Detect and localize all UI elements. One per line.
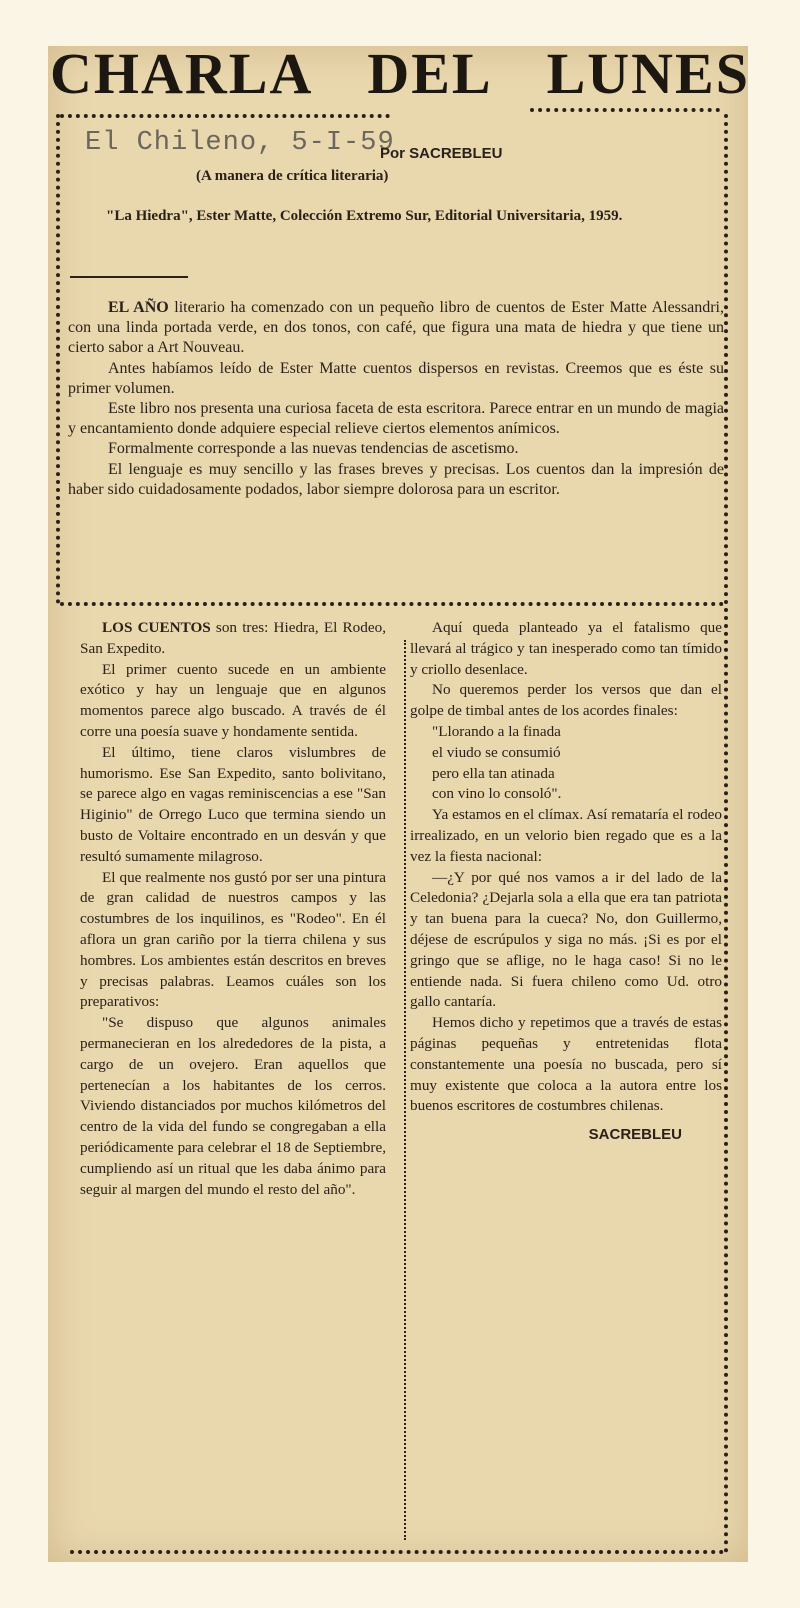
paragraph: LOS CUENTOS son tres: Hiedra, El Rodeo, San Expedito. [80,619,386,657]
byline: Por SACREBLEU [380,145,503,162]
title-word: DEL [367,41,493,106]
paragraph: El que realmente nos gustó por ser una pintura de gran calidad de nuestros campos y las costumbres de los inquilinos, es "Rodeo". En él aflora un gran cariño por la tierra chilena y sus hombres. Los ambientes están descritos en breves y precisas palabras. Leamos cuáles son los preparativos: [80,868,386,1011]
divider [70,276,188,278]
verse [410,722,722,805]
title-word: CHARLA [50,41,314,106]
border-bottom [70,1550,724,1554]
paragraph: Hemos dicho y repetimos que a través de estas páginas pequeñas y entretenidas flota constantemente una poesía no buscada, pero sí muy existente que coloca a la autora entre los buenos escritores de costumbres chilenas. [410,1014,722,1115]
verse-line: "Llorando a la finada [432,722,561,740]
border-right [724,114,728,1554]
border-top-right [530,108,720,112]
paragraph: Antes habíamos leído de Ester Matte cuentos dispersos en revistas. Creemos que es éste su primer volumen. [68,359,724,397]
page-title [50,40,750,107]
quote-paragraph: "Se dispuso que algunos animales permanecieran en los alrededores de la pista, a cargo de un ovejero. Eran aquellos que pertenecían a los habitantes de los cerros. Viviendo distanciados por muchos kilómetros del centro de la vida del fundo se congregaban a ella periódicamente para celebrar el 18 de Septiembre, cumpliendo así un ritual que les daba ánimo para seguir al margen del mundo el resto del año". [80,1014,386,1198]
paragraph: Ya estamos en el clímax. Así remataría el rodeo irrealizado, en un velorio bien regado que es a la vez la fiesta nacional: [410,806,722,865]
column-left [80,618,386,1200]
title-word: LUNES [546,41,750,106]
paragraph: Formalmente corresponde a las nuevas tendencias de ascetismo. [108,440,519,458]
verse-line: con vino lo consoló". [432,785,562,803]
verse-line: pero ella tan atinada [432,764,555,782]
subtitle: (A manera de crítica literaria) [196,168,389,184]
paragraph: No queremos perder los versos que dan el golpe de timbal antes de los acordes finales: [410,681,722,720]
border-mid [60,602,724,606]
paragraph: El último, tiene claros vislumbres de humorismo. Ese San Expedito, santo bolivitano, se parece algo en vagas reminiscencias a ese "San Higinio" de Orrego Luco que termina siendo un busto de Voltaire encontrado en un desván y que resultó sumamente milagroso. [80,743,386,865]
column-right [410,618,722,1146]
paragraph: EL AÑO literario ha comenzado con un pequeño libro de cuentos de Ester Matte Alessandri, con una linda portada verde, en dos tonos, con café, que figura una mata de hiedra y que tiene un cierto sabor a Art Nouveau. [68,299,724,357]
paragraph: Aquí queda planteado ya el fatalismo que llevará al trágico y tan inesperado como tan tímido y criollo desenlace. [410,619,722,678]
paragraph: —¿Y por qué nos vamos a ir del lado de la Celedonia? ¿Dejarla sola a ella que era tan patriota y tan buena para la cueca? No, don Guillermo, déjese de escrúpulos y siga no más. ¡Si es por el gringo que se aflige, no le haga caso! Si no le entiende nada. Si fuera chileno como Ud. otro gallo cantaría. [410,868,722,1011]
date-stamp: El Chileno, 5-I-59 [85,128,395,158]
paragraph: El primer cuento sucede en un ambiente exótico y hay un lenguaje que en algunos momentos parece algo buscado. A través de él corre una poesía suave y hondamente sentida. [80,660,386,740]
column-divider [404,640,406,1540]
intro-text [68,298,724,500]
paragraph: Este libro nos presenta una curiosa faceta de esta escritora. Parece entrar en un mundo de magia y encantamiento donde adquiere especial relieve ciertos elementos anímicos. [68,400,724,438]
lead-word: LOS CUENTOS [102,619,211,636]
paragraph: El lenguaje es muy sencillo y las frases breves y precisas. Los cuentos dan la impresión de haber sido cuidadosamente podados, labor siempre dolorosa para un escritor. [68,460,724,498]
verse-line: el viudo se consumió [432,743,561,761]
signature: SACREBLEU [588,1126,682,1144]
border-left [56,114,60,604]
border-top-left [60,114,390,118]
lead-word: EL AÑO [108,299,169,316]
book-reference: "La Hiedra", Ester Matte, Colección Extremo Sur, Editorial Universitaria, 1959. [106,208,623,224]
